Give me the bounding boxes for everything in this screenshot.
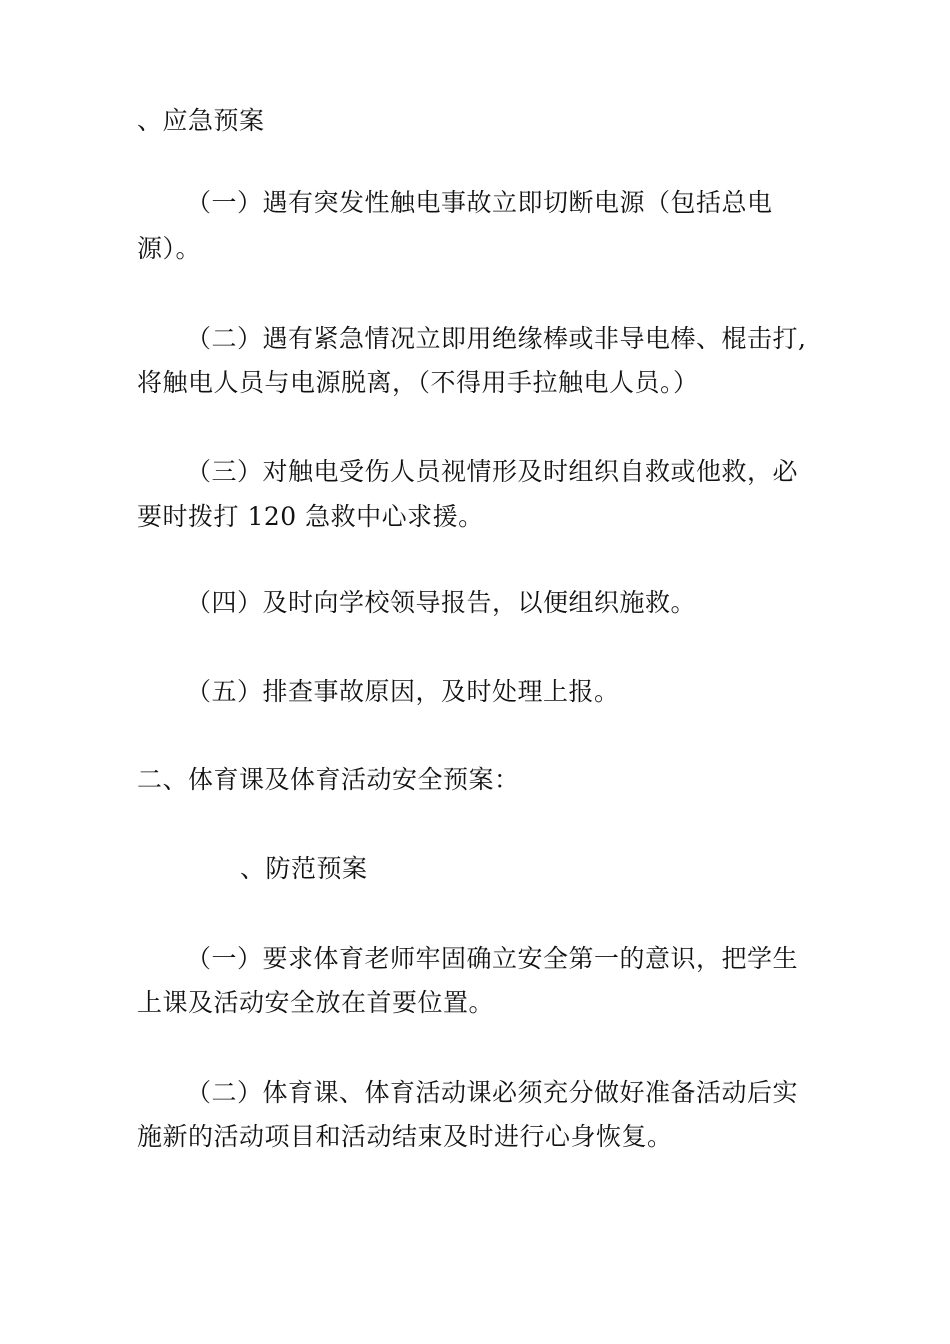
- paragraph-item-1-line-2: 源）。: [137, 234, 202, 263]
- section-heading-pe-safety-plan: 二、体育课及体育活动安全预案：: [137, 765, 520, 794]
- paragraph-item-2-line-1: （二）遇有紧急情况立即用绝缘棒或非导电棒、棍击打,: [186, 324, 807, 353]
- pe-paragraph-item-2-line-1: （二）体育课、体育活动课必须充分做好准备活动后实: [186, 1078, 799, 1107]
- pe-paragraph-item-2-line-2: 施新的活动项目和活动结束及时进行心身恢复。: [137, 1122, 673, 1151]
- paragraph-item-5: （五）排查事故原因，及时处理上报。: [186, 677, 620, 706]
- paragraph-item-4: （四）及时向学校领导报告，以便组织施救。: [186, 588, 697, 617]
- paragraph-item-3-line-2: 要时拨打 120 急救中心求援。: [137, 502, 484, 531]
- pe-paragraph-item-1-line-1: （一）要求体育老师牢固确立安全第一的意识，把学生: [186, 944, 799, 973]
- subheading-prevention-plan: 、防范预案: [240, 854, 368, 883]
- paragraph-item-2-line-2: 将触电人员与电源脱离，（不得用手拉触电人员。）: [137, 368, 699, 397]
- paragraph-item-3-line-1: （三）对触电受伤人员视情形及时组织自救或他救，必: [186, 457, 799, 486]
- pe-paragraph-item-1-line-2: 上课及活动安全放在首要位置。: [137, 988, 495, 1017]
- paragraph-item-1-line-1: （一）遇有突发性触电事故立即切断电源（包括总电: [186, 188, 773, 217]
- section-heading-emergency-plan: 、应急预案: [137, 106, 265, 135]
